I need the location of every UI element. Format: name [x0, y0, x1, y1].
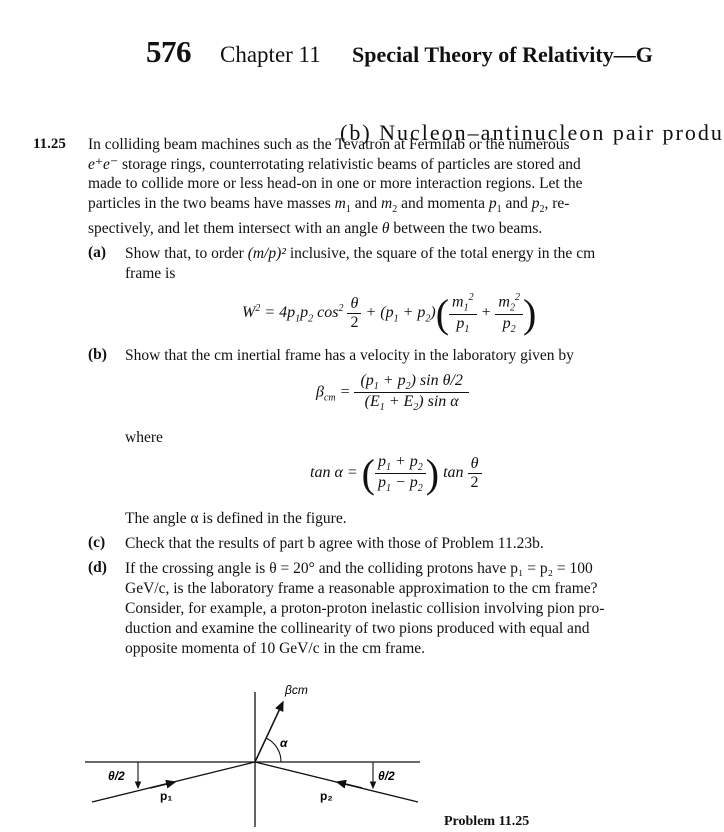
equation-beta: $\beta_{cm}$ = $\frac{(p_1 + p_2) \sin \theta/2}{(E_1 + E_2) \sin \alpha}$	[316, 372, 469, 413]
p1-arrow	[150, 782, 175, 788]
chapter-label: Chapter 11	[220, 42, 321, 67]
equation-w2: $W^2 = 4p_1p_2$ $\cos^2$ $\frac{\theta}{2}$ + $(p_1 + p_2)$( $\frac{m_1^2}{p_1}$ + $\frac{m_2^2}{p_2}$ )	[242, 291, 537, 336]
part-c-label: (c)	[88, 534, 106, 551]
alpha-label: α	[280, 736, 288, 750]
cut-off-heading: (b) Nucleon–antinucleon pair produ	[340, 120, 724, 145]
alpha-arc	[266, 738, 281, 762]
problem-number: 11.25	[33, 136, 66, 152]
beta-cm-label: βcm	[285, 683, 308, 697]
equation-tan-alpha: tan α = ( $\frac{p_1 + p_2}{p_1 - p_2}$ ) tan $\frac{\theta}{2}$	[310, 450, 482, 497]
ee-symbol: e⁺e⁻	[88, 155, 119, 173]
beta-cm-arrow	[255, 702, 283, 762]
alpha-note: The angle α is defined in the figure.	[125, 510, 347, 527]
p1-label: p₁	[160, 789, 173, 803]
part-a-label: (a)	[88, 244, 107, 261]
p2-label: p₂	[320, 789, 333, 803]
theta-right-label: θ/2	[378, 769, 395, 783]
where-label: where	[125, 429, 163, 446]
page-number: 576	[146, 34, 191, 69]
page-header	[0, 30, 707, 74]
part-c-text: Check that the results of part b agree with those of Problem 11.23b.	[125, 535, 544, 552]
collision-figure	[80, 672, 430, 832]
figure-caption: Problem 11.25	[444, 814, 530, 829]
p2-arrow	[337, 782, 362, 788]
theta-left-label: θ/2	[108, 769, 125, 783]
part-d-text: If the crossing angle is θ = 20° and the colliding protons have p₁ = p₂ = 100 GeV/c, is the laboratory frame a reasonable approximation to the cm frame? Consider, for example, a proton-proton inelastic collision involving pion pro- duction and examine the collinearity of two pions produced with equal and opposite momenta of 10 GeV/c in the cm frame.	[125, 560, 605, 657]
part-d-label: (d)	[88, 559, 107, 576]
part-b-label: (b)	[88, 346, 107, 363]
problem-intro: In colliding beam machines such as the Tevatron at Fermilab or the numerous e⁺e⁻ storage rings, counterrotating relativistic beams of particles are stored and made to collide more or less head-on in one or more interaction regions. Let the particles in the two beams have masses $m_1$ and $m_2$ and momenta $p_1$ and $p_2$, re- spectively, and let them intersect with an angle θ between the two beams.	[88, 136, 583, 238]
chapter-title: Special Theory of Relativity—G	[352, 42, 653, 67]
part-b-text: Show that the cm inertial frame has a velocity in the laboratory given by	[125, 347, 574, 364]
part-a-text: Show that, to order (m/p)² inclusive, the square of the total energy in the cm frame is	[125, 245, 596, 282]
